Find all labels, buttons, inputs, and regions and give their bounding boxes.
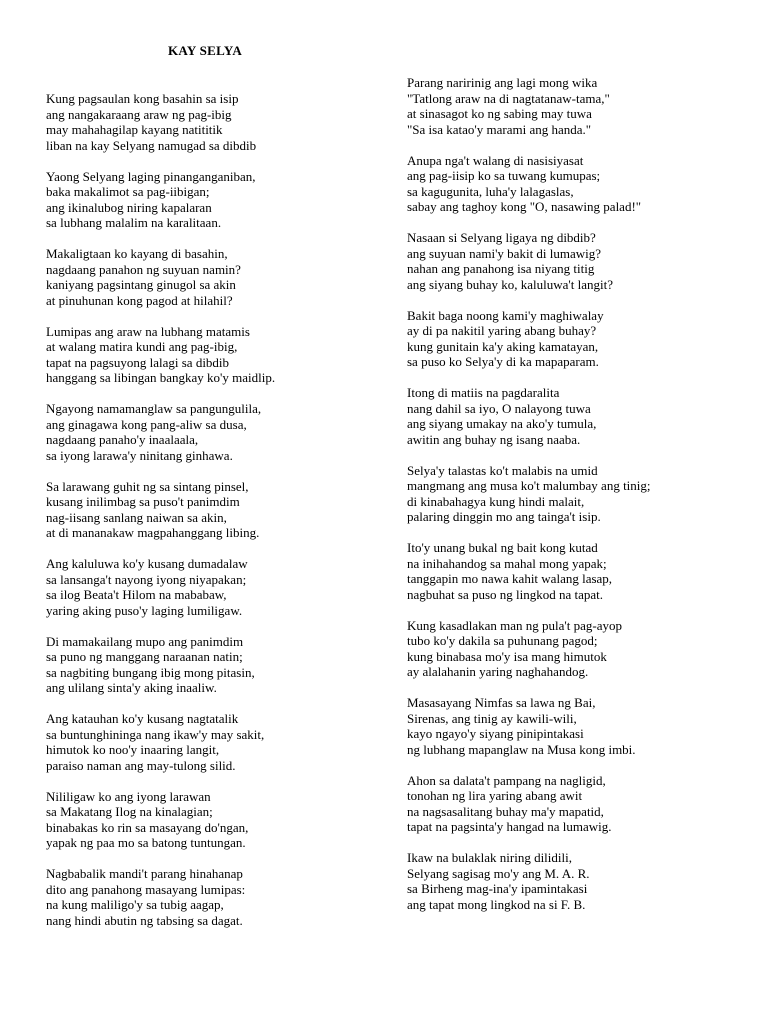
poem-line: sa puno ng manggang naraanan natin; xyxy=(46,649,243,664)
poem-line: nagdaang panahon ng suyuan namin? xyxy=(46,261,241,277)
stanza xyxy=(46,866,396,928)
poem-line: Sa larawang guhit ng sa sintang pinsel, xyxy=(46,478,249,494)
stanza xyxy=(46,91,396,153)
poem-right-column xyxy=(407,75,757,928)
poem-line: Sirenas, ang tinig ay kawili-wili, xyxy=(407,710,577,726)
stanza xyxy=(407,773,757,835)
poem-line: nagdaang panaho'y inaalaala, xyxy=(46,432,199,447)
poem-line: hanggang sa libingan bangkay ko'y maidlip. xyxy=(46,370,276,385)
poem-line: Selyang sagisag mo'y ang M. A. R. xyxy=(407,865,590,881)
stanza xyxy=(46,711,396,773)
poem-line: sa kagugunita, luha'y lalagaslas, xyxy=(407,183,574,199)
poem-line: sa buntunghininga nang ikaw'y may sakit, xyxy=(46,726,265,742)
poem-line: mangmang ang musa ko't malumbay ang tinig; xyxy=(407,478,651,493)
poem-line: di kinabahagya kung hindi malait, xyxy=(407,493,585,509)
poem-left-column xyxy=(46,91,396,944)
stanza xyxy=(46,401,396,463)
poem-line: awitin ang buhay ng isang naaba. xyxy=(407,431,581,447)
poem-line: yaring aking puso'y laging lumiligaw. xyxy=(46,602,243,618)
poem-line: Selya'y talastas ko't malabis na umid xyxy=(407,462,598,478)
poem-line: "Tatlong araw na di nagtatanaw-tama," xyxy=(407,90,610,106)
poem-line: sa lansanga't nayong iyong niyapakan; xyxy=(46,571,247,587)
poem-line: sa lubhang malalim na karalitaan. xyxy=(46,215,222,230)
stanza xyxy=(407,153,757,215)
poem-line: sa Birheng mag-ina'y ipamintakasi xyxy=(407,881,588,896)
poem-line: sa puso ko Selya'y di ka mapaparam. xyxy=(407,354,599,369)
poem-line: ang pag-iisip ko sa tuwang kumupas; xyxy=(407,168,601,183)
poem-line: ang siyang umakay na ako'y tumula, xyxy=(407,416,597,431)
poem-line: Kung kasadlakan man ng pula't pag-ayop xyxy=(407,617,622,633)
poem-line: nag-iisang sanlang naiwan sa akin, xyxy=(46,509,227,525)
poem-line: tapat na pagsuyong lalagi sa dibdib xyxy=(46,354,230,370)
poem-line: Kung pagsaulan kong basahin sa isip xyxy=(46,91,239,106)
stanza xyxy=(407,308,757,370)
poem-line: Makaligtaan ko kayang di basahin, xyxy=(46,246,228,261)
poem-line: ang ikinalubog niring kapalaran xyxy=(46,199,212,215)
poem-line: Nililigaw ko ang iyong larawan xyxy=(46,788,211,804)
poem-line: tapat na pagsinta'y hangad na lumawig. xyxy=(407,819,612,834)
poem-line: nang dahil sa iyo, O nalayong tuwa xyxy=(407,400,591,416)
poem-line: Nasaan si Selyang ligaya ng dibdib? xyxy=(407,230,596,245)
poem-line: ay alalahanin yaring naghahandog. xyxy=(407,664,589,679)
stanza xyxy=(46,479,396,541)
poem-line: at di mananakaw magpahanggang libing. xyxy=(46,525,260,540)
poem-line: na nagsasalitang buhay ma'y mapatid, xyxy=(407,803,604,819)
poem-line: kung gunitain ka'y aking kamatayan, xyxy=(407,338,599,354)
poem-line: at pinuhunan kong pagod at hilahil? xyxy=(46,292,233,308)
poem-line: nagbuhat sa puso ng lingkod na tapat. xyxy=(407,586,604,602)
poem-line: ang ginagawa kong pang-aliw sa dusa, xyxy=(46,416,247,432)
poem-line: Masasayang Nimfas sa lawa ng Bai, xyxy=(407,695,596,710)
poem-line: Ito'y unang bukal ng bait kong kutad xyxy=(407,540,598,555)
poem-line: ang nangakaraang araw ng pag-ibig xyxy=(46,106,232,122)
poem-line: tanggapin mo nawa kahit walang lasap, xyxy=(407,571,613,586)
poem-line: Bakit baga noong kami'y maghiwalay xyxy=(407,307,604,323)
poem-line: himutok ko noo'y inaaring langit, xyxy=(46,742,220,757)
stanza xyxy=(407,540,757,602)
poem-line: sa iyong larawa'y ninitang ginhawa. xyxy=(46,447,233,463)
poem-line: at walang matira kundi ang pag-ibig, xyxy=(46,339,238,354)
poem-line: Itong di matiis na pagdaralita xyxy=(407,385,560,400)
poem-line: kung binabasa mo'y isa mang himutok xyxy=(407,648,607,664)
poem-line: sa nagbiting bungang ibig mong pitasin, xyxy=(46,664,255,680)
poem-line: "Sa isa katao'y marami ang handa." xyxy=(407,121,592,137)
poem-title: KAY SELYA xyxy=(167,43,243,58)
poem-line: kaniyang pagsintang ginugol sa akin xyxy=(46,277,236,292)
poem-line: Ang katauhan ko'y kusang nagtatalik xyxy=(46,711,239,726)
stanza xyxy=(407,463,757,525)
poem-line: ang ulilang sinta'y aking inaaliw. xyxy=(46,680,217,695)
poem-line: at sinasagot ko ng sabing may tuwa xyxy=(407,106,592,121)
stanza xyxy=(46,634,396,696)
poem-line: dito ang panahong masayang lumipas: xyxy=(46,881,246,897)
poem-line: ng lubhang mapanglaw na Musa kong imbi. xyxy=(407,741,636,757)
poem-line: Ang kaluluwa ko'y kusang dumadalaw xyxy=(46,556,248,571)
stanza xyxy=(46,556,396,618)
poem-line: Lumipas ang araw na lubhang matamis xyxy=(46,323,250,339)
poem-line: Ikaw na bulaklak niring dilidili, xyxy=(407,850,572,865)
poem-line: sa ilog Beata't Hilom na mababaw, xyxy=(46,587,227,602)
poem-line: may mahahagilap kayang natititik xyxy=(46,122,223,137)
poem-line: na inihahandog sa mahal mong yapak; xyxy=(407,555,607,571)
poem-line: tonohan ng lira yaring abang awit xyxy=(407,788,583,803)
stanza xyxy=(46,789,396,851)
poem-line: baka makalimot sa pag-iibigan; xyxy=(46,184,210,199)
poem-line: nang hindi abutin ng tabsing sa dagat. xyxy=(46,912,243,928)
poem-line: liban na kay Selyang namugad sa dibdib xyxy=(46,137,257,153)
poem-line: nahan ang panahong isa niyang titig xyxy=(407,261,595,276)
stanza xyxy=(407,75,757,137)
poem-line: Ngayong namamanglaw sa pangungulila, xyxy=(46,401,262,416)
poem-line: paraiso naman ang may-tulong silid. xyxy=(46,757,236,773)
poem-line: Nagbabalik mandi't parang hinahanap xyxy=(46,866,243,881)
poem-line: ay di pa nakitil yaring abang buhay? xyxy=(407,323,597,338)
poem-line: palaring dinggin mo ang tainga't isip. xyxy=(407,509,601,524)
stanza xyxy=(407,695,757,757)
poem-line: kusang inilimbag sa puso't panimdim xyxy=(46,494,240,509)
poem-line: sabay ang taghoy kong "O, nasawing palad!" xyxy=(407,199,642,214)
poem-line: binabakas ko rin sa masayang do'ngan, xyxy=(46,819,249,835)
poem-line: Anupa nga't walang di nasisiyasat xyxy=(407,152,584,168)
poem-line: ang suyuan nami'y bakit di lumawig? xyxy=(407,245,602,261)
stanza xyxy=(46,169,396,231)
poem-line: Di mamakailang mupo ang panimdim xyxy=(46,633,244,649)
poem-line: Yaong Selyang laging pinanganganiban, xyxy=(46,168,256,184)
poem-line: tubo ko'y dakila sa puhunang pagod; xyxy=(407,633,598,648)
stanza xyxy=(407,618,757,680)
poem-line: na kung maliligo'y sa tubig aagap, xyxy=(46,897,224,912)
stanza xyxy=(407,850,757,912)
poem-line: Ahon sa dalata't pampang na nagligid, xyxy=(407,772,606,788)
poem-line: Parang naririnig ang lagi mong wika xyxy=(407,75,598,90)
poem-line: yapak ng paa mo sa batong tuntungan. xyxy=(46,835,246,850)
stanza xyxy=(407,230,757,292)
poem-line: ang siyang buhay ko, kaluluwa't langit? xyxy=(407,276,613,292)
poem-line: kayo ngayo'y siyang pinipintakasi xyxy=(407,726,584,741)
poem-line: ang tapat mong lingkod na si F. B. xyxy=(407,896,586,912)
poem-line: sa Makatang Ilog na kinalagian; xyxy=(46,804,213,819)
stanza xyxy=(46,324,396,386)
stanza xyxy=(46,246,396,308)
stanza xyxy=(407,385,757,447)
